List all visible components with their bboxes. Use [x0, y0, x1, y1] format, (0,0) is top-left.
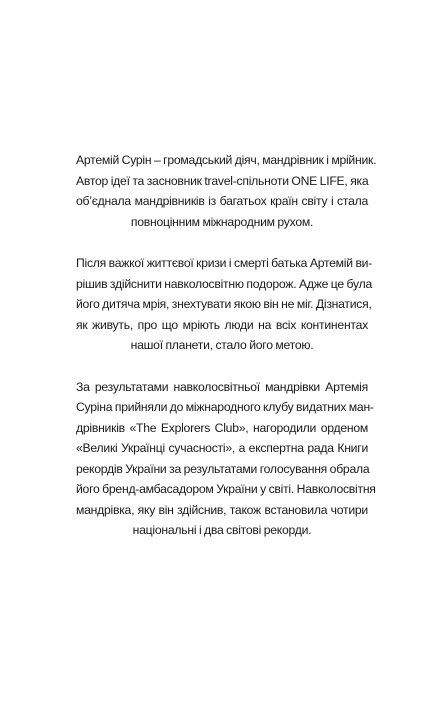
text-line: За результатами навколосвітньої мандрівки Артемія — [76, 379, 368, 394]
text-line: Автор ідеї та засновник travel-спільноти ONE LIFE, яка — [76, 173, 369, 188]
text-line: національні і два світові рекорди. — [132, 523, 312, 537]
text-line: Після важкої життєвої кризи і смерті батька Артемій ви- — [76, 256, 373, 270]
text-line: об’єднала мандрівників із багатьох країн світу і стала — [76, 194, 368, 208]
text-line: його дитяча мрія, знехтувати якою він не міг. Дізнатися, — [76, 297, 372, 311]
author-bio-text — [76, 150, 377, 562]
paragraph-achievements — [76, 377, 376, 541]
paragraph-journey — [76, 253, 373, 356]
text-line: мандрівка, яку він здійснив, також встановила чотири — [76, 502, 368, 517]
paragraph-intro — [76, 150, 377, 232]
text-line: його бренд-амбасадором України у світі. Навколосвітня — [76, 482, 376, 496]
text-line: рекордів України за результатами голосування обрала — [76, 461, 370, 476]
text-line: дрівників «The Explorers Club», нагородили орденом — [76, 420, 368, 435]
text-line: «Великі Українці сучасності», а експертна рада Книги — [76, 441, 368, 455]
text-line: повноцінним міжнародним рухом. — [130, 214, 314, 229]
text-line: Артемій Сурін – громадський діяч, мандрівник і мрійник. — [76, 153, 377, 167]
text-line: нашої планети, стало його метою. — [130, 338, 314, 352]
text-line: як живуть, про що мріють люди на всіх континентах — [76, 317, 368, 332]
text-line: рішив здійснити навколосвітню подорож. Адже це була — [76, 276, 372, 291]
text-line: Суріна прийняли до міжнародного клубу видатних ман- — [76, 400, 374, 414]
